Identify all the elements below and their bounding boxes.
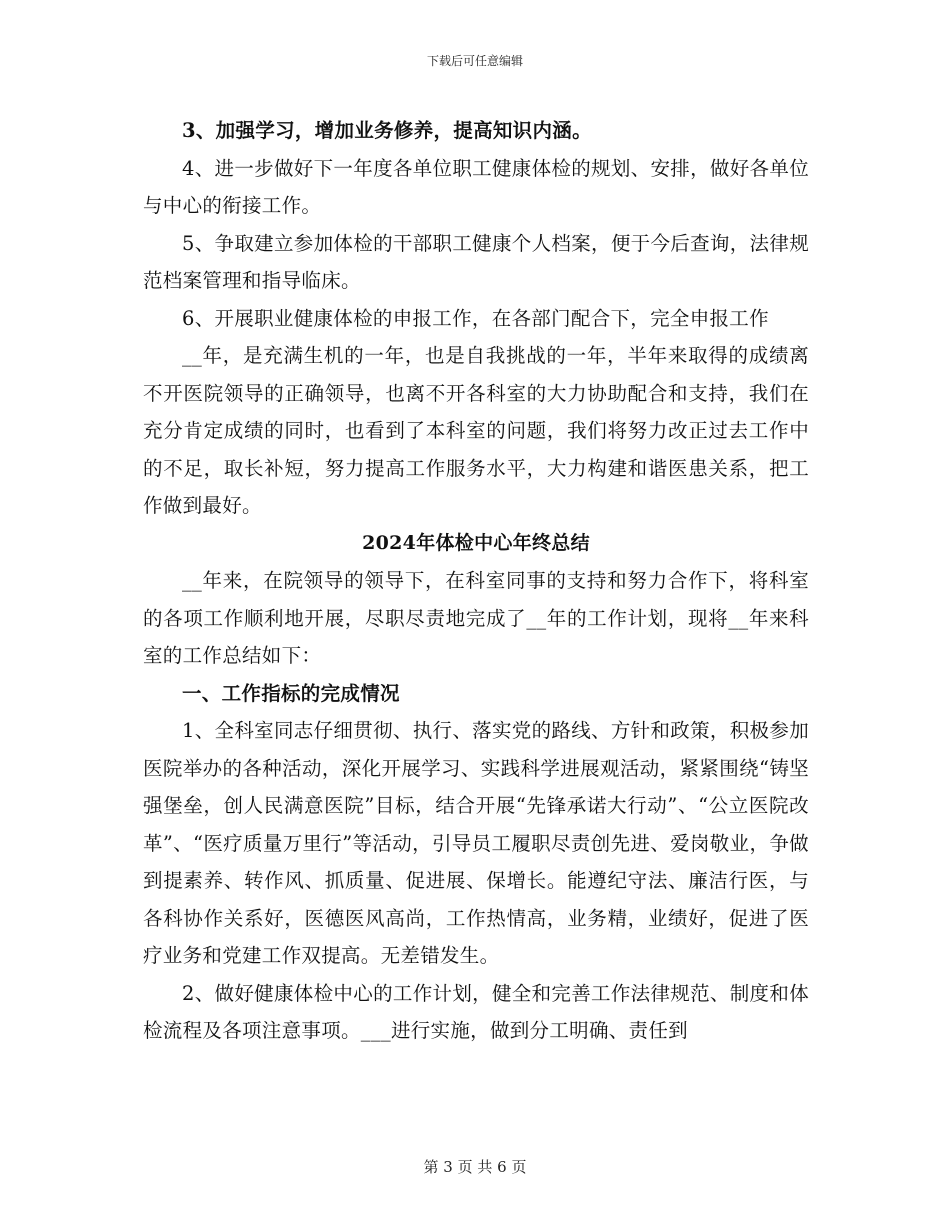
paragraph-summary: __年，是充满生机的一年，也是自我挑战的一年，半年来取得的成绩离不开医院领导的正确领导，也离不开各科室的大力协助配合和支持，我们在充分肯定成绩的同时，也看到了本科室的问题，我们将努力改正过去工作中的不足，取长补短，努力提高工作服务水平，大力构建和谐医患关系，把工作做到最好。	[143, 344, 809, 517]
paragraph-intro: __年来，在院领导的领导下，在科室同事的支持和努力合作下，将科室的各项工作顺利地开展，尽职尽责地完成了__年的工作计划，现将__年来科室的工作总结如下：	[143, 569, 809, 667]
page-header: 下载后可任意编辑	[426, 54, 523, 68]
paragraph-item-4: 4、进一步做好下一年度各单位职工健康体检的规划、安排，做好各单位与中心的衔接工作。	[143, 156, 809, 217]
document-body	[143, 112, 809, 1050]
paragraph-item-3: 3、加强学习，增加业务修养，提高知识内涵。	[182, 119, 592, 142]
page-number: 第 3 页 共 6 页	[423, 1158, 527, 1176]
section-title: 2024年体检中心年终总结	[362, 531, 590, 554]
paragraph-point-1: 1、全科室同志仔细贯彻、执行、落实党的路线、方针和政策，积极参加医院举办的各种活动，深化开展学习、实践科学进展观活动，紧紧围绕“铸坚强堡垒，创人民满意医院”目标，结合开展“先锋承诺大行动”、“公立医院改革”、“医疗质量万里行”等活动，引导员工履职尽责创先进、爱岗敬业，争做到提素养、转作风、抓质量、促进展、保增长。能遵纪守法、廉洁行医，与各科协作关系好，医德医风高尚，工作热情高，业务精，业绩好，促进了医疗业务和党建工作双提高。无差错发生。	[143, 719, 809, 967]
paragraph-item-6: 6、开展职业健康体检的申报工作，在各部门配合下，完全申报工作	[182, 306, 769, 330]
paragraph-item-5: 5、争取建立参加体检的干部职工健康个人档案，便于今后查询，法律规范档案管理和指导临床。	[143, 231, 809, 292]
section-heading: 一、工作指标的完成情况	[182, 681, 400, 705]
paragraph-point-2: 2、做好健康体检中心的工作计划，健全和完善工作法律规范、制度和体检流程及各项注意事项。___进行实施，做到分工明确、责任到	[143, 981, 809, 1042]
